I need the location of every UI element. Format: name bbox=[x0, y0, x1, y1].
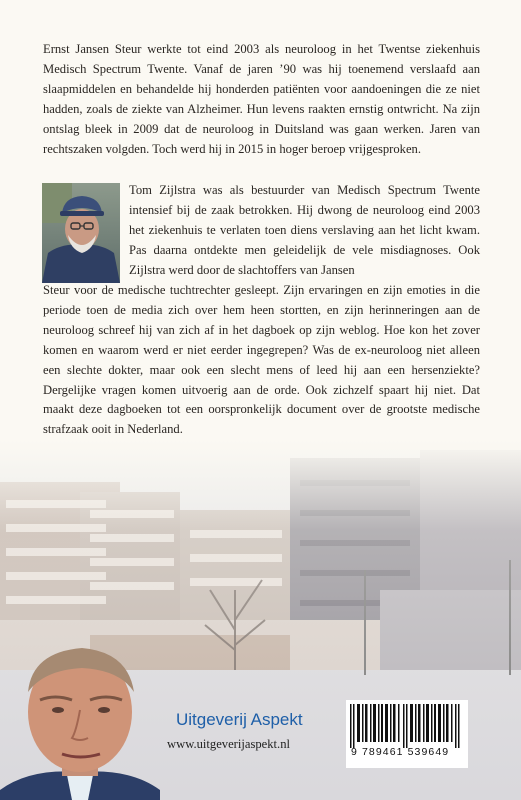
isbn-digits: 9 789461 539649 bbox=[351, 746, 450, 758]
zijlstra-paragraph-part1: Tom Zijlstra was als bestuurder van Medisch Spectrum Twente intensief bij de zaak betrokken. Hij dwong de neuroloog eind 2003 het ziekenhuis te verlaten toen diens verslaving aan het licht kwam. Pas daarna ontdekte men geleidelijk de vele misdiagnoses. Ook Zijlstra werd door de slachtoffers van Jansen bbox=[129, 183, 480, 277]
publisher-name: Uitgeverij Aspekt bbox=[176, 710, 303, 729]
publisher-website: www.uitgeverijaspekt.nl bbox=[167, 737, 290, 751]
man-portrait bbox=[0, 640, 160, 800]
author-photo-small bbox=[42, 183, 120, 283]
intro-paragraph: Ernst Jansen Steur werkte tot eind 2003 als neuroloog in het Twentse ziekenhuis Medisch Spectrum Twente. Vanaf de jaren ’90 was hij toenemend verslaafd aan slaapmiddelen en behandelde hij honderden patiënten voor aandoeningen die ze niet hadden, zoals de ziekte van Alzheimer. Hun levens raakten ernstig ontwricht. Na zijn ontslag bleek in 2009 dat de neuroloog in Duitsland was gaan werken. Jaren van rechtszaken volgden. Toch werd hij in 2015 in hoger beroep vrijgesproken. bbox=[43, 42, 480, 156]
zijlstra-paragraph-part2: Steur voor de medische tuchtrechter gesleept. Zijn ervaringen en zijn emoties in die periode toen de media zich over hem heen stortten, en zijn herinneringen aan de neuroloog schreef hij van zich af in het dagboek op zijn weblog. Hoe kon het zover komen en waarom werd er niet eerder ingegrepen? Was de ex-neuroloog niet alleen een slechte dokter, maar ook een slecht mens of leed hij aan een hersenziekte? Dergelijke vragen komen uitvoerig aan de orde. Ook zichzelf spaart hij niet. Dat maakt deze dagboeken tot een oorspronkelijk document over de grootste medische strafzaak ooit in Nederland. bbox=[43, 283, 480, 437]
